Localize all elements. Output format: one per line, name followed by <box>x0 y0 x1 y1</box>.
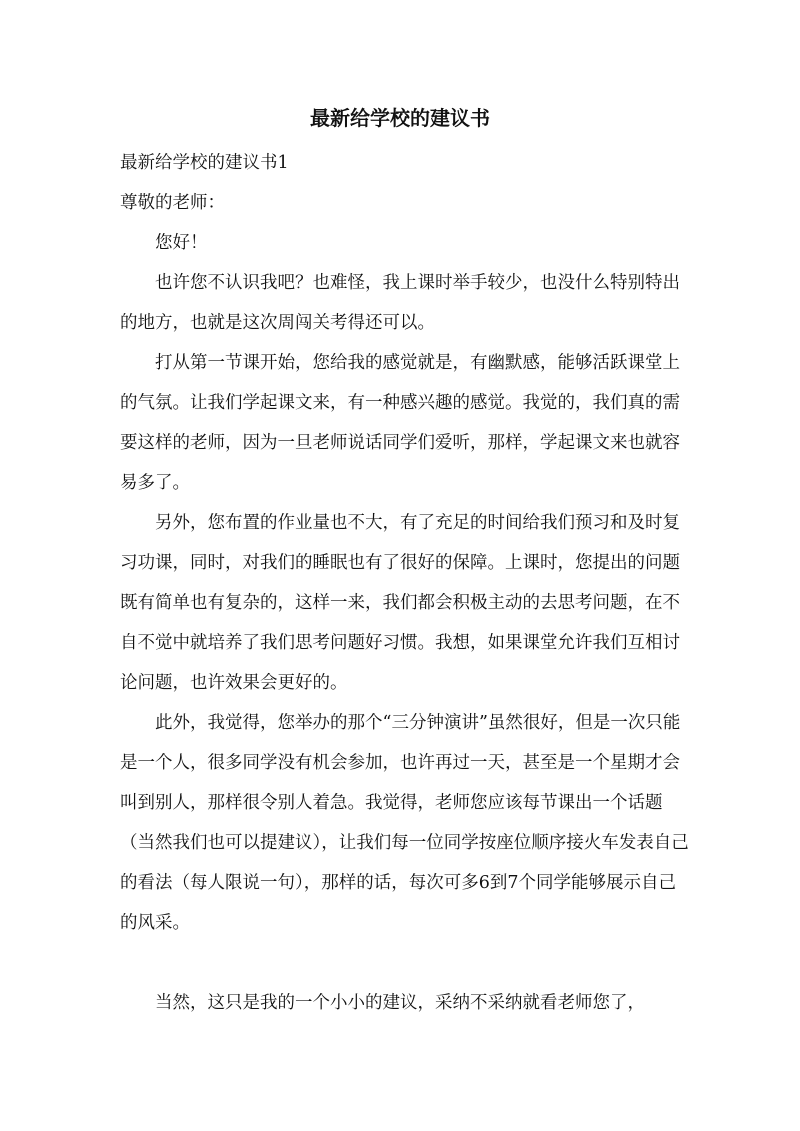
body-paragraph: 也许您不认识我吧？也难怪，我上课时举手较少，也没什么特别特出的地方，也就是这次周闯关考得还可以。 <box>120 273 680 333</box>
body-paragraph: 当然，这只是我的一个小小的建议，采纳不采纳就看老师您了， <box>155 993 645 1013</box>
document-title: 最新给学校的建议书 <box>310 106 490 130</box>
document-subtitle: 最新给学校的建议书1 <box>120 153 289 173</box>
body-paragraph: 另外，您布置的作业量也不大，有了充足的时间给我们预习和及时复习功课，同时，对我们的睡眠也有了很好的保障。上课时，您提出的问题既有简单也有复杂的，这样一来，我们都会积极主动的去思考问题，在不自不觉中就培养了我们思考问题好习惯。我想，如果课堂允许我们互相讨论问题，也许效果会更好的。 <box>120 513 680 693</box>
salutation: 尊敬的老师： <box>120 193 225 213</box>
body-paragraph: 此外，我觉得，您举办的那个“三分钟演讲”虽然很好，但是一次只能是一个人，很多同学没有机会参加，也许再过一天，甚至是一个星期才会叫到别人，那样很令别人着急。我觉得，老师您应该每节课出一个话题（当然我们也可以提建议），让我们每一位同学按座位顺序接火车发表自己的看法（每人限说一句），那样的话，每次可多6到7个同学能够展示自己的风采。 <box>120 713 689 933</box>
greeting-paragraph: 您好！ <box>155 233 208 253</box>
body-paragraph: 打从第一节课开始，您给我的感觉就是，有幽默感，能够活跃课堂上的气氛。让我们学起课文来，有一种感兴趣的感觉。我觉的，我们真的需要这样的老师，因为一旦老师说话同学们爱听，那样，学起课文来也就容易多了。 <box>120 353 680 493</box>
